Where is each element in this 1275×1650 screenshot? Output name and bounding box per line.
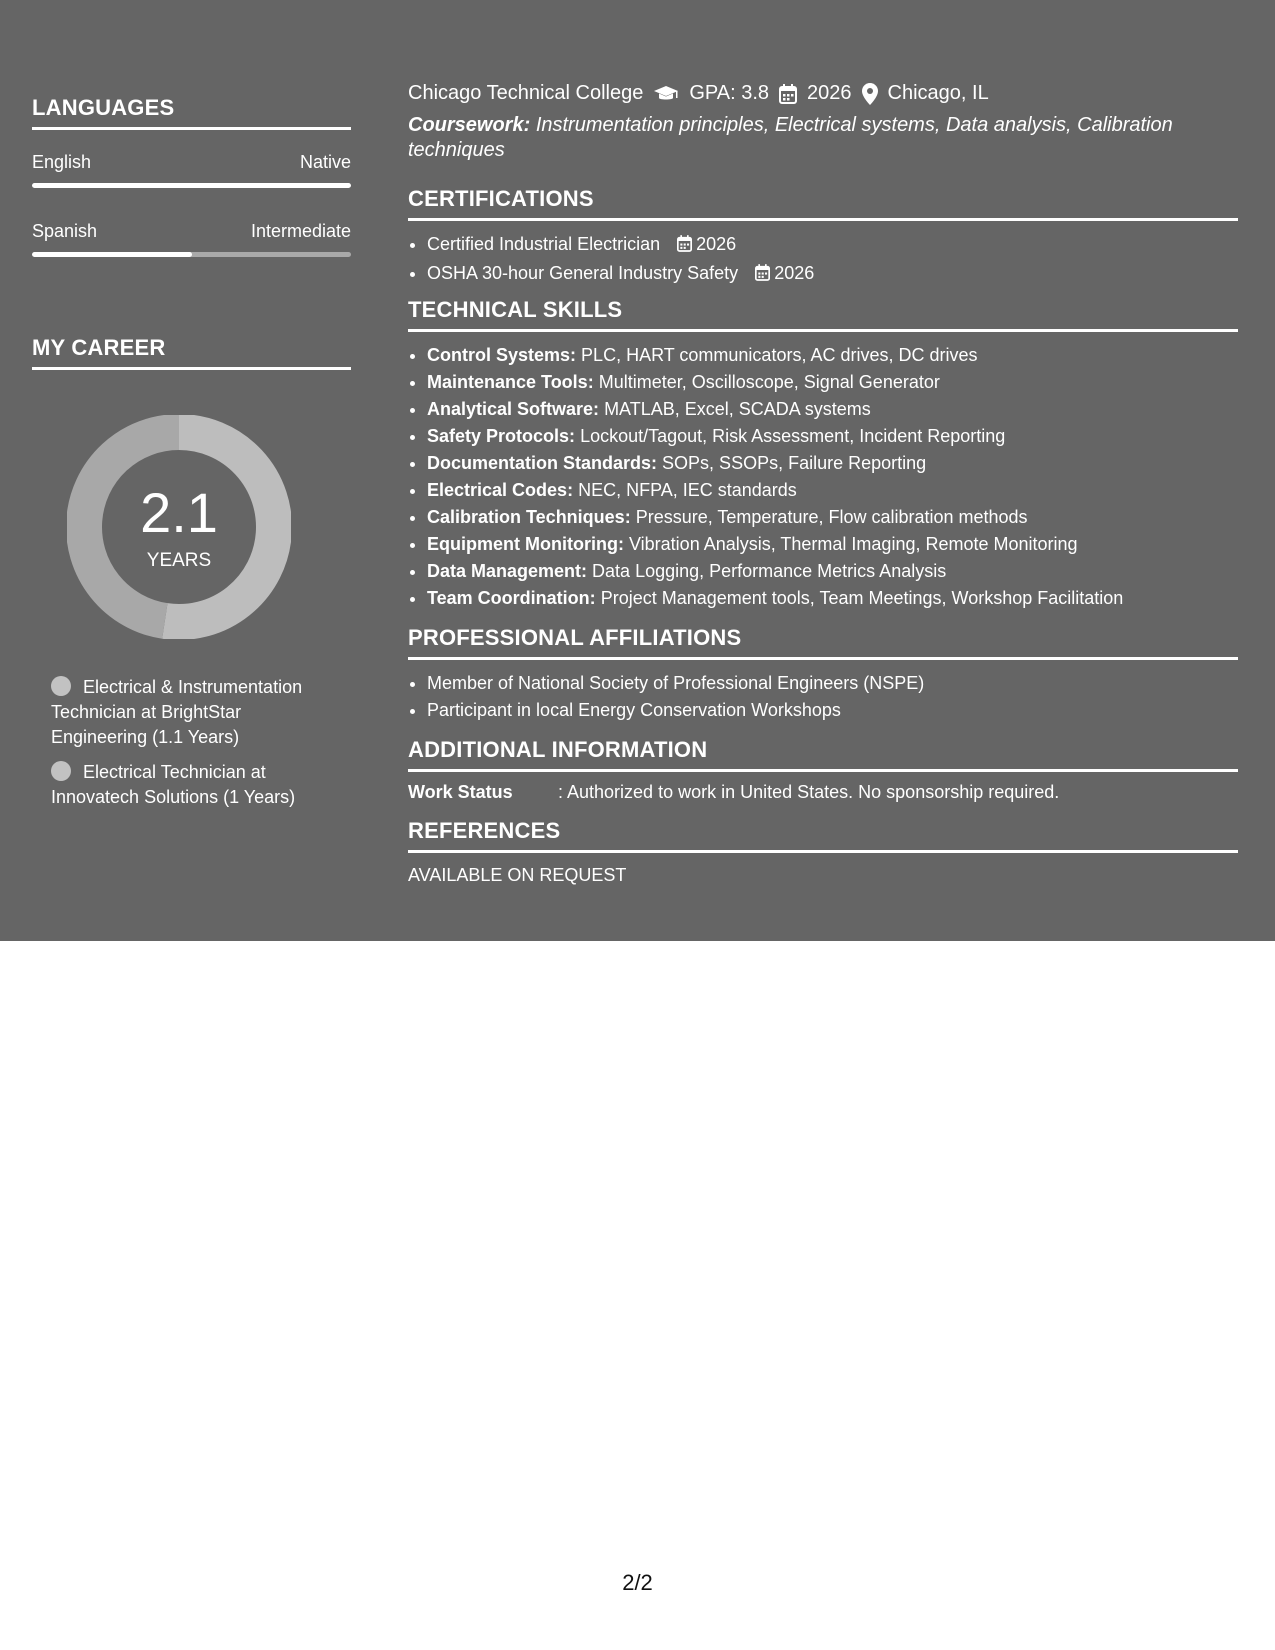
list-item [427,423,1238,450]
references-section [408,818,1238,886]
skill-label: Maintenance Tools: [427,372,594,392]
calendar-icon [779,84,797,104]
certification-year: 2026 [774,263,815,283]
career-legend-dot [51,761,71,781]
list-item: • Member of National Society of Professional Engineers (NSPE) [427,670,1238,697]
affiliations-list [408,670,1238,724]
graduation-year: 2026 [807,82,852,104]
skill-value: Vibration Analysis, Thermal Imaging, Remote Monitoring [628,534,1078,554]
skill-label: Equipment Monitoring: [427,534,624,554]
language-name: Spanish [32,221,98,241]
career-legend-dot [51,676,71,696]
career-item [51,760,331,810]
school-location: Chicago, IL [887,82,989,104]
skill-value: NEC, NFPA, IEC standards [578,480,797,500]
calendar-icon [755,262,770,289]
affiliations-section [408,625,1238,724]
career-list [51,675,331,820]
certification-year: 2026 [696,234,737,254]
skills-list [408,342,1238,612]
language-proficiency-bar [32,183,351,188]
skill-label: Documentation Standards: [427,453,658,473]
skill-label: Data Management: [427,561,588,581]
certifications-section [408,186,1238,289]
language-row-spanish [32,221,351,257]
language-proficiency-fill [32,183,351,188]
location-pin-icon [862,83,878,105]
skill-value: Data Logging, Performance Metrics Analysis [592,561,947,581]
affiliations-title: PROFESSIONAL AFFILIATIONS [408,625,1238,660]
list-item [427,260,1238,289]
career-item-label: Electrical & Instrumentation Technician at BrightStar Engineering (1.1 Years) [51,677,303,747]
certification-name: Certified Industrial Electrician [427,234,661,254]
skill-value: Lockout/Tagout, Risk Assessment, Incident Reporting [580,426,1006,446]
page-number: 2/2 [622,1570,653,1595]
career-total-years: 2.1 [140,481,218,544]
references-title: REFERENCES [408,818,1238,853]
coursework [408,113,1238,163]
list-item [427,531,1238,558]
languages-title: LANGUAGES [32,95,351,130]
career-item-label: Electrical Technician at Innovatech Solutions (1 Years) [51,762,296,807]
career-item [51,675,331,750]
language-proficiency-fill [32,252,192,257]
certifications-list [408,231,1238,289]
language-level: Native [299,152,351,172]
language-row-english [32,152,351,188]
language-level: Intermediate [250,221,351,241]
list-item [427,231,1238,260]
certification-name: OSHA 30-hour General Industry Safety [427,263,739,283]
work-status-value: : Authorized to work in United States. No sponsorship required. [558,782,1060,802]
language-name: English [32,152,92,172]
list-item [427,558,1238,585]
additional-info-title: ADDITIONAL INFORMATION [408,737,1238,772]
skill-value: Project Management tools, Team Meetings, Workshop Facilitation [600,588,1124,608]
list-item [427,477,1238,504]
list-item [427,396,1238,423]
skill-label: Electrical Codes: [427,480,574,500]
skill-label: Safety Protocols: [427,426,576,446]
skill-value: Pressure, Temperature, Flow calibration methods [635,507,1028,527]
skill-label: Control Systems: [427,345,577,365]
work-status-label: Work Status [408,782,513,802]
skill-value: SOPs, SSOPs, Failure Reporting [662,453,927,473]
skill-value: MATLAB, Excel, SCADA systems [604,399,871,419]
calendar-icon [677,233,692,260]
skill-label: Team Coordination: [427,588,596,608]
additional-info-section [408,737,1238,803]
coursework-label: Coursework: [408,114,531,136]
career-years-unit: YEARS [146,550,212,571]
skill-value: PLC, HART communicators, AC drives, DC drives [581,345,978,365]
skill-value: Multimeter, Oscilloscope, Signal Generator [598,372,940,392]
technical-skills-title: TECHNICAL SKILLS [408,297,1238,332]
list-item: • Participant in local Energy Conservation Workshops [427,697,1238,724]
skill-label: Analytical Software: [427,399,600,419]
list-item [427,342,1238,369]
language-proficiency-bar [32,252,351,257]
career-title: MY CAREER [32,335,351,370]
work-status-row [408,782,1238,803]
coursework-text: Instrumentation principles, Electrical systems, Data analysis, Calibration techniques [408,114,1173,161]
education-line [408,82,989,105]
technical-skills-section [408,297,1238,612]
certifications-title: CERTIFICATIONS [408,186,1238,221]
list-item [427,369,1238,396]
references-text: AVAILABLE ON REQUEST [408,865,627,885]
gpa: GPA: 3.8 [689,82,770,104]
list-item [427,504,1238,531]
skill-label: Calibration Techniques: [427,507,631,527]
school-name: Chicago Technical College [408,82,644,104]
list-item [427,450,1238,477]
list-item [427,585,1238,612]
graduation-cap-icon [653,85,679,103]
